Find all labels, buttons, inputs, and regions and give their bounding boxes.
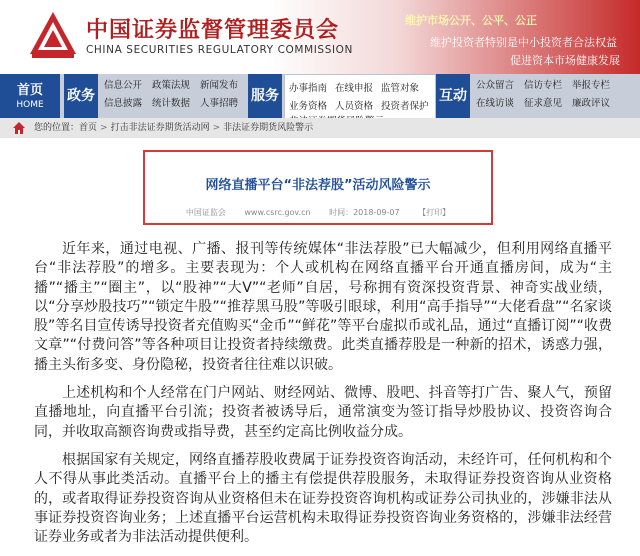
breadcrumb-item[interactable]: 非法证券期货风险警示	[223, 123, 314, 133]
nav-link[interactable]: 人事招聘	[200, 98, 239, 109]
site-header	[0, 0, 640, 74]
nav-link[interactable]: 业务资格	[289, 101, 328, 112]
nav-interaction-links	[476, 77, 610, 109]
article-paragraph: 近年来，通过电视、广播、报刊等传统媒体“非法荐股”已大幅减少，但利用网络直播平台“非法荐股”的增多。主要表现为：个人或机构在网络直播平台开通直播房间，成为“主播”“播主”“圈主”，以“股神”“大V”“老师”自居，号称拥有资深投资背景、神奇实战业绩，以“分享炒股技巧”“锁定牛股”“推荐黑马股”等吸引眼球，利用“高手指导”“大佬看盘”“名家谈股”等名目宣传诱导投资者充值购买“金币”“鲜花”等平台虚拟币或礼品，通过“直播订阅”“收费文章”“付费问答”等各种项目让投资者持续缴费。此类直播荐股是一种新的招术，诱惑力强，播主头衔多变、身份隐秘，投资者往往难以识破。	[34, 241, 612, 373]
slogan-line-3: 促进资本市场健康发展	[510, 54, 620, 67]
breadcrumb-separator: >	[212, 123, 221, 133]
breadcrumb-item[interactable]: 打击非法证券期货活动网	[110, 123, 210, 133]
nav-link[interactable]: 举报专栏	[572, 80, 611, 91]
nav-link[interactable]: 征求意见	[524, 98, 563, 109]
main-nav	[0, 74, 640, 118]
nav-link[interactable]: 公众留言	[476, 80, 515, 91]
nav-link[interactable]: 在线访谈	[476, 98, 515, 109]
breadcrumb-separator: >	[100, 123, 108, 133]
slogan-line-2: 维护投资者特别是中小投资者合法权益	[430, 36, 617, 49]
nav-link[interactable]: 在线申报	[335, 83, 374, 94]
nav-link[interactable]: 廉政评议	[572, 98, 611, 109]
article-paragraph: 根据国家有关规定，网络直播荐股收费属于证券投资咨询活动，未经许可，任何机构和个人不得从事此类活动。直播平台上的播主有偿提供荐股服务，未取得证券投资咨询从业资格的，或者取得证券投资咨询从业资格但未在证券投资咨询机构或证券公司执业的，涉嫌非法从事证券投资咨询业务；上述直播平台运营机构未取得证券投资咨询业务资格的，涉嫌非法经营证券业务或者为非法活动提供便利。	[34, 451, 612, 546]
nav-home-label: 首页	[16, 83, 43, 98]
article-body	[34, 240, 612, 556]
org-name-en: CHINA SECURITIES REGULATORY COMMISSION	[86, 44, 353, 56]
article-source: 中国证监会	[185, 208, 226, 217]
article-meta	[145, 207, 491, 218]
article-title: 网络直播平台“非法荐股”活动风险警示	[205, 178, 431, 193]
nav-link[interactable]: 人员资格	[335, 101, 374, 112]
nav-category-services[interactable]: 服务	[248, 74, 282, 118]
nav-link[interactable]: 政策法规	[152, 80, 191, 91]
breadcrumb-trail	[34, 118, 313, 138]
nav-link[interactable]: 投资者保护	[381, 101, 429, 112]
article-title-highlight	[143, 150, 493, 225]
nav-services-links	[289, 80, 429, 112]
nav-link[interactable]: 办事指南	[289, 83, 328, 94]
nav-link[interactable]: 统计数据	[152, 98, 191, 109]
nav-affairs-links	[104, 77, 238, 109]
article-date: 时间：2018-09-07	[329, 208, 400, 217]
article-url[interactable]: www.csrc.gov.cn	[244, 208, 311, 217]
nav-link[interactable]: 信息公开	[104, 80, 143, 91]
nav-link[interactable]: 新闻发布	[200, 80, 239, 91]
nav-link[interactable]: 监管对象	[381, 83, 420, 94]
nav-category-affairs[interactable]: 政务	[64, 74, 98, 118]
nav-link[interactable]: 信访专栏	[524, 80, 563, 91]
csrc-logo-icon[interactable]	[28, 10, 78, 60]
slogan-line-1: 维护市场公开、公平、公正	[405, 14, 537, 27]
home-icon	[12, 121, 26, 135]
nav-link[interactable]: 信息披露	[104, 98, 143, 109]
org-name-cn[interactable]: 中国证券监督管理委员会	[86, 18, 340, 43]
nav-home-label-en: HOME	[16, 100, 44, 110]
article-paragraph: 上述机构和个人经常在门户网站、财经网站、微博、股吧、抖音等打广告、聚人气，预留直播地址，向直播平台引流；投资者被诱导后，通常演变为签订指导炒股协议、投资咨询合同，并收取高额咨询费或指导费，甚至约定高比例收益分成。	[34, 385, 612, 440]
nav-category-interaction[interactable]: 互动	[436, 74, 470, 118]
breadcrumb-item[interactable]: 您的位置：首页	[34, 123, 98, 133]
breadcrumb	[0, 118, 640, 138]
nav-home-button[interactable]	[0, 74, 60, 118]
print-link[interactable]: 【打印】	[418, 208, 451, 217]
